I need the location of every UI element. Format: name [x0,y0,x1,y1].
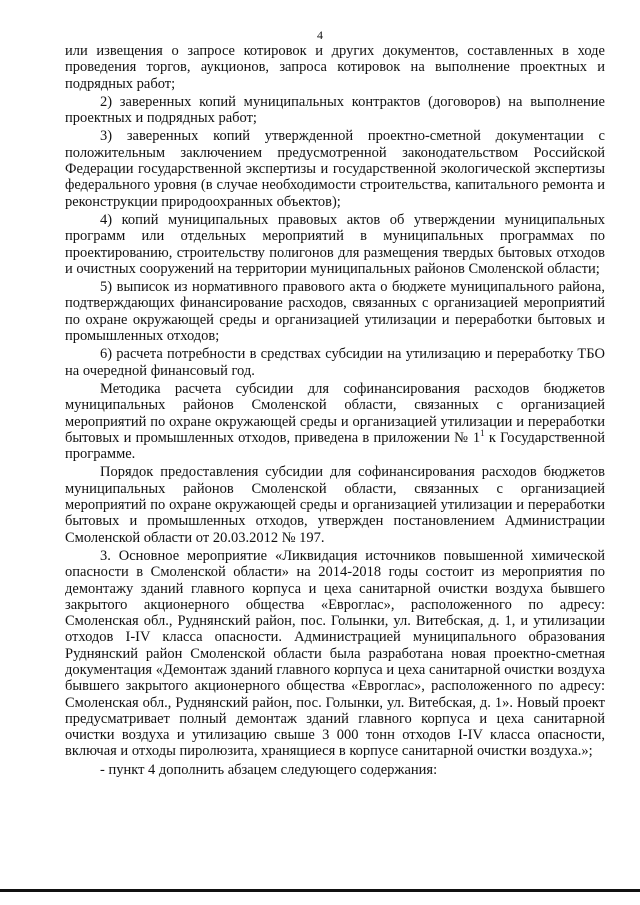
subsidy-procedure-paragraph: Порядок предоставления субсидии для софинансирования расходов бюджетов муниципальных районов Смоленской области, связанных с организацией мероприятий по охране окружающей среды и организацией утилизации и переработки бытовых и промышленных отходов, утвержден постановлением Администрации Смоленской области от 20.03.2012 № 197. [65,464,605,546]
bottom-rule [0,889,640,892]
methodology-paragraph [65,381,605,462]
list-item-3: 3) заверенных копий утвержденной проектно-сметной документации с положительным заключением предусмотренной законодательством Российской Федерации государственной экспертизы и государственной экологической экспертизы федерального уровня (в случае необходимости строительства, капитального ремонта и реконструкции природоохранных объектов); [65,128,605,210]
methodology-text-end: к Государственной программе. [65,429,605,463]
list-item-2: 2) заверенных копий муниципальных контрактов (договоров) на выполнение проектных и подрядных работ; [65,93,605,127]
main-measure-paragraph: 3. Основное мероприятие «Ликвидация источников повышенной химической опасности в Смоленской области» на 2014-2018 годы состоит из мероприятия по демонтажу зданий главного корпуса и цеха санитарной очистки воздуха бывшего закрытого акционерного общества «Евроглас», расположенного по адресу: Смоленская обл., Руднянский район, пос. Голынки, ул. Витебская, д. 1, и утилизации отходов I-IV класса опасности. Администрацией муниципального образования Руднянский район Смоленской области была разработана новая проектно-сметная документация «Демонтаж зданий главного корпуса и цеха санитарной очистки воздуха бывшего закрытого акционерного общества «Евроглас», расположенного по адресу: Смоленская обл., Руднянский район, пос. Голынки, ул. Витебская, д. 1». Новый проект предусматривает полный демонтаж зданий главного корпуса и цеха санитарной очистки воздуха и утилизацию свыше 3 000 тонн отходов I-IV класса опасности, включая и отходы пиролюзита, хранящиеся в корпусе санитарной очистки воздуха.»; [65,547,605,760]
page-number: 4 [317,28,323,42]
paragraph-continuation: или извещения о запросе котировок и других документов, составленных в ходе проведения торгов, аукционов, запроса котировок на выполнение проектных и подрядных работ; [65,43,605,92]
list-item-6: 6) расчета потребности в средствах субсидии на утилизацию и переработку ТБО на очередной финансовый год. [65,346,605,379]
list-item-4: 4) копий муниципальных правовых актов об утверждении муниципальных программ или отдельных мероприятий в муниципальных программах по проектированию, строительству полигонов для размещения твердых бытовых отходов и очистных сооружений на территории муниципальных районов Смоленской области; [65,211,605,277]
amendment-paragraph: - пункт 4 дополнить абзацем следующего содержания: [100,761,438,778]
list-item-5: 5) выписок из нормативного правового акта о бюджете муниципального района, подтверждающих финансирование расходов, связанных с организацией мероприятий по охране окружающей среды и организацией утилизации и переработки бытовых и промышленных отходов; [65,279,605,345]
methodology-text: Методика расчета субсидии для софинансирования расходов бюджетов муниципальных районов Смоленской области, связанных с организацией мероприятий по охране окружающей среды и организацией утилизации и переработки бытовых и промышленных отходов, приведена в приложении № 1 [65,380,605,446]
appendix-superscript: 1 [480,428,485,438]
document-body [65,43,605,780]
